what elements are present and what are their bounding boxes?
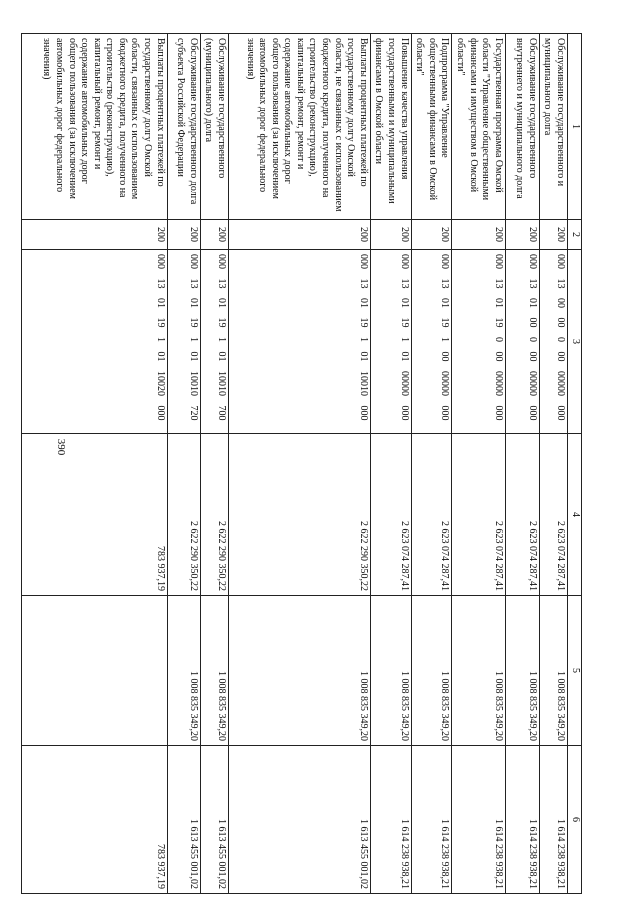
row-value-4: 2 622 290 350,22 bbox=[167, 434, 200, 596]
row-gr: 200 bbox=[370, 220, 411, 250]
row-value-5: 1 008 835 349,20 bbox=[167, 596, 200, 746]
row-value-5: 1 008 835 349,20 bbox=[452, 596, 505, 746]
table-row bbox=[167, 34, 200, 894]
row-name: Повышение качества управления государственными и муниципальными финансами в Омской области bbox=[370, 34, 411, 220]
row-gr: 200 bbox=[200, 220, 228, 250]
header-col-4: 4 bbox=[568, 434, 582, 596]
row-value-5 bbox=[21, 596, 167, 746]
row-value-6: 1 614 238 938,21 bbox=[505, 746, 539, 894]
row-value-6: 1 613 455 001,02 bbox=[200, 746, 228, 894]
row-code: 000 13 00 00 0 00 00000 000 bbox=[539, 250, 567, 434]
row-value-5: 1 008 835 349,20 bbox=[539, 596, 567, 746]
row-value-6: 1 613 455 001,02 bbox=[167, 746, 200, 894]
header-col-1: 1 bbox=[568, 34, 582, 220]
table-row bbox=[370, 34, 411, 894]
row-value-4: 2 622 290 350,22 bbox=[228, 434, 370, 596]
header-col-2: 2 bbox=[568, 220, 582, 250]
row-gr: 200 bbox=[411, 220, 452, 250]
row-gr: 200 bbox=[228, 220, 370, 250]
row-value-5: 1 008 835 349,20 bbox=[228, 596, 370, 746]
row-code: 000 13 01 19 1 01 10010 720 bbox=[167, 250, 200, 434]
row-value-5: 1 008 835 349,20 bbox=[411, 596, 452, 746]
row-code: 000 13 01 19 1 01 10010 000 bbox=[228, 250, 370, 434]
row-code: 000 13 01 19 1 00 00000 000 bbox=[411, 250, 452, 434]
row-value-4: 783 937,19 bbox=[21, 434, 167, 596]
header-row bbox=[568, 34, 582, 894]
row-gr: 200 bbox=[452, 220, 505, 250]
row-name: Выплаты процентных платежей по государственному долгу Омской области, связанных с использованием бюджетного кредита, полученного на строительство (реконструкцию), капитальный ремонт, ремонт и содержание автомобильных дорог общего пользования (за исключением автомобильных дорог федерального значения) bbox=[21, 34, 167, 220]
row-code: 000 13 01 00 0 00 00000 000 bbox=[505, 250, 539, 434]
table-row bbox=[539, 34, 567, 894]
rotated-table-container bbox=[41, 33, 582, 893]
row-value-4: 2 623 074 287,41 bbox=[411, 434, 452, 596]
row-code: 000 13 01 19 1 01 10020 000 bbox=[21, 250, 167, 434]
row-value-6: 1 614 238 938,21 bbox=[452, 746, 505, 894]
table-row bbox=[452, 34, 505, 894]
row-value-6: 1 613 455 001,02 bbox=[228, 746, 370, 894]
row-code: 000 13 01 19 1 01 00000 000 bbox=[370, 250, 411, 434]
row-value-6: 783 937,19 bbox=[21, 746, 167, 894]
row-name: Выплаты процентных платежей по государственному долгу Омской области, не связанных с использованием бюджетного кредита, полученного на строительство (реконструкцию), капитальный ремонт, ремонт и содержание автомобильных дорог общего пользования (за исключением автомобильных дорог федерального значения) bbox=[228, 34, 370, 220]
row-name: Обслуживание государственного долга субъекта Российской Федерации bbox=[167, 34, 200, 220]
header-col-3: 3 bbox=[568, 250, 582, 434]
row-gr: 200 bbox=[21, 220, 167, 250]
row-value-5: 1 008 835 349,20 bbox=[200, 596, 228, 746]
row-code: 000 13 01 19 0 00 00000 000 bbox=[452, 250, 505, 434]
row-value-5: 1 008 835 349,20 bbox=[505, 596, 539, 746]
row-value-5: 1 008 835 349,20 bbox=[370, 596, 411, 746]
table-row bbox=[228, 34, 370, 894]
row-gr: 200 bbox=[167, 220, 200, 250]
budget-table bbox=[21, 33, 582, 894]
row-value-6: 1 614 238 938,21 bbox=[370, 746, 411, 894]
page-number: 390 bbox=[55, 438, 67, 456]
row-name: Обслуживание государственного (муниципального) долга bbox=[200, 34, 228, 220]
row-gr: 200 bbox=[539, 220, 567, 250]
row-code: 000 13 01 19 1 01 10010 700 bbox=[200, 250, 228, 434]
table-row bbox=[200, 34, 228, 894]
row-name: Обслуживание государственного и муниципального долга bbox=[539, 34, 567, 220]
row-value-6: 1 614 238 938,21 bbox=[539, 746, 567, 894]
row-gr: 200 bbox=[505, 220, 539, 250]
header-col-6: 6 bbox=[568, 746, 582, 894]
row-value-4: 2 622 290 350,22 bbox=[200, 434, 228, 596]
row-value-6: 1 614 238 938,21 bbox=[411, 746, 452, 894]
row-name: Обслуживание государственного внутреннего и муниципального долга bbox=[505, 34, 539, 220]
row-name: Государственная программа Омской области "Управление общественными финансами и имуществом в Омской области" bbox=[452, 34, 505, 220]
row-value-4: 2 623 074 287,41 bbox=[539, 434, 567, 596]
row-value-4: 2 623 074 287,41 bbox=[452, 434, 505, 596]
header-col-5: 5 bbox=[568, 596, 582, 746]
row-name: Подпрограмма "Управление общественными финансами в Омской области" bbox=[411, 34, 452, 220]
row-value-4: 2 623 074 287,41 bbox=[370, 434, 411, 596]
table-row bbox=[21, 34, 167, 894]
table-row bbox=[505, 34, 539, 894]
table-row bbox=[411, 34, 452, 894]
row-value-4: 2 623 074 287,41 bbox=[505, 434, 539, 596]
